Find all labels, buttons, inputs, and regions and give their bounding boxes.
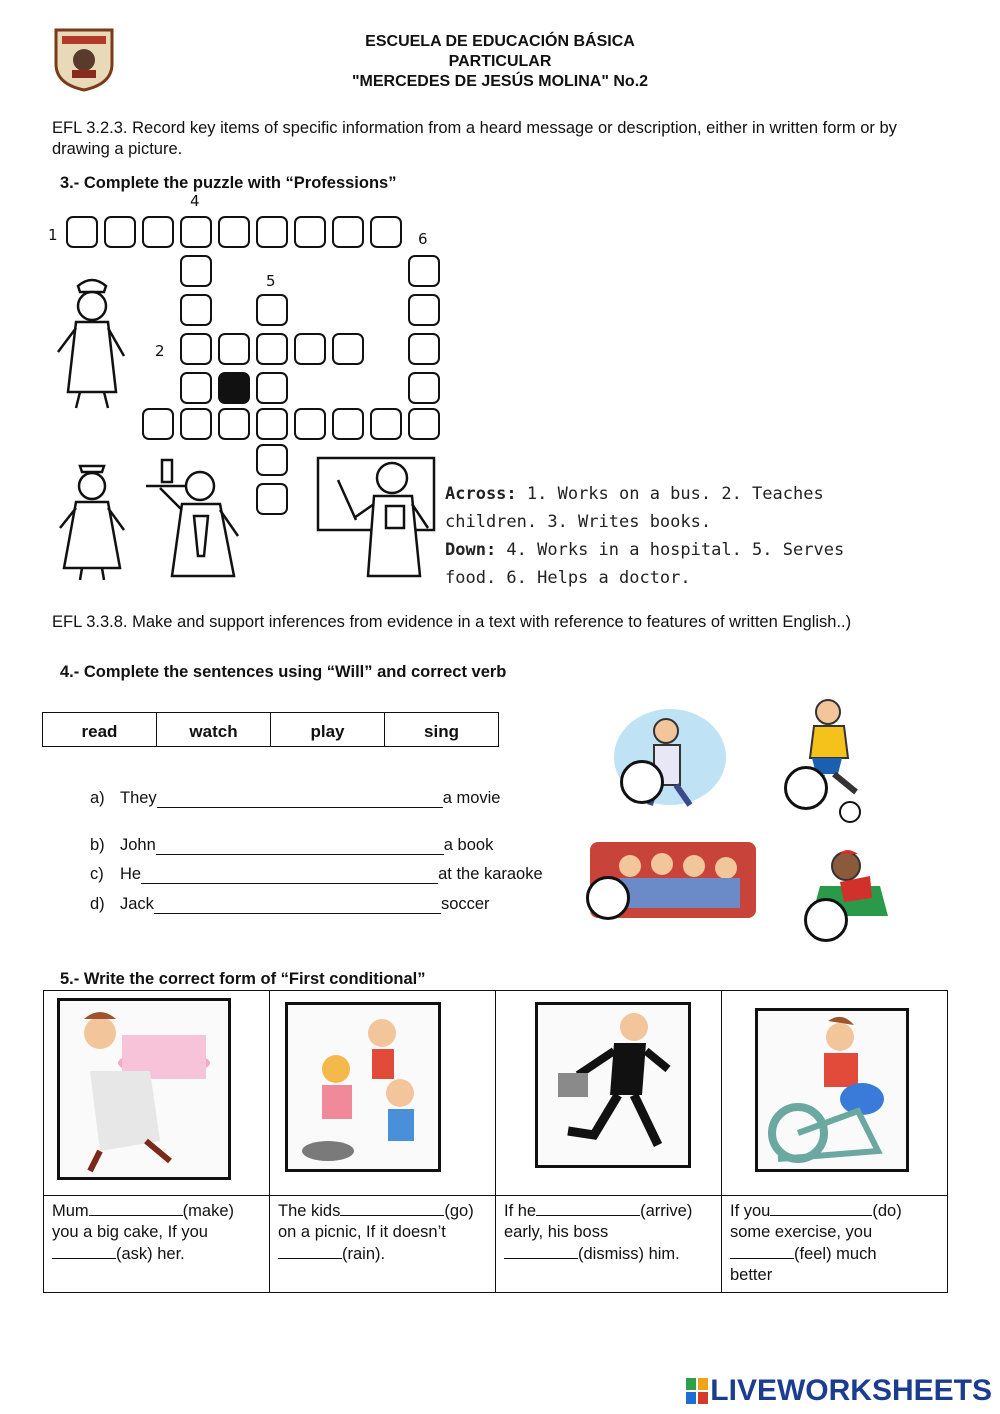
crossword-cell[interactable] (332, 216, 364, 248)
crossword-cell[interactable] (66, 216, 98, 248)
conditional-blank-1b[interactable] (52, 1243, 116, 1259)
crossword-cell[interactable] (256, 408, 288, 440)
verb-play: play (271, 713, 385, 747)
answer-circle-reading[interactable] (804, 898, 848, 942)
crossword-cell[interactable] (408, 294, 440, 326)
crossword-cell[interactable] (256, 372, 288, 404)
mum-cake-picture (57, 998, 231, 1180)
answer-circle-movie[interactable] (586, 876, 630, 920)
crossword-cell[interactable] (332, 333, 364, 365)
conditional-blank-2b[interactable] (278, 1243, 342, 1259)
down-label: Down: (445, 540, 497, 560)
crossword-cell[interactable] (294, 333, 326, 365)
crossword-cell[interactable] (294, 408, 326, 440)
across-clues: 1. Works on a bus. 2. Teaches children. 3. Writes books. (445, 484, 824, 532)
conditional-blank-4a[interactable] (770, 1200, 872, 1216)
exercise-cell-1: Mum (make) you a big cake, If you (ask) her. (44, 1196, 270, 1293)
crossword-cell[interactable] (408, 372, 440, 404)
sentence-d: d) Jack soccer (90, 895, 490, 913)
crossword-cell[interactable] (256, 444, 288, 476)
verb-read: read (43, 713, 157, 747)
clue-number-5: 5 (266, 272, 276, 290)
answer-blank-b[interactable] (156, 838, 444, 855)
crossword-cell[interactable] (180, 216, 212, 248)
verb-watch: watch (157, 713, 271, 747)
conditional-blank-4b[interactable] (730, 1243, 794, 1259)
running-businessman-picture (535, 1002, 691, 1168)
crossword-cell[interactable] (180, 255, 212, 287)
kids-picnic-picture (285, 1002, 441, 1172)
section-4-title: 4.- Complete the sentences using “Will” and correct verb (60, 663, 507, 681)
school-name-line3: "MERCEDES DE JESÚS MOLINA" No.2 (351, 73, 649, 90)
objective-2: EFL 3.3.8. Make and support inferences from evidence in a text with reference to features of written English..) (52, 613, 852, 631)
across-label: Across: (445, 484, 517, 504)
objective-1: EFL 3.2.3. Record key items of specific information from a heard message or description, either in written form or by drawing a picture. (52, 119, 897, 158)
crossword-cell[interactable] (104, 216, 136, 248)
exercise-cell-3: If he (arrive) early, his boss (dismiss) him. (496, 1196, 722, 1293)
answer-circle-soccer[interactable] (784, 766, 828, 810)
sentence-c: c) He at the karaoke (90, 865, 543, 883)
answer-circle-singer[interactable] (620, 760, 664, 804)
crossword-cell[interactable] (332, 408, 364, 440)
crossword-cell[interactable] (256, 333, 288, 365)
clue-number-6: 6 (418, 230, 428, 248)
conditional-blank-2a[interactable] (340, 1200, 444, 1216)
crossword-cell[interactable] (142, 408, 174, 440)
crossword-cell[interactable] (180, 408, 212, 440)
sentence-a: a) They a movie (90, 789, 501, 807)
answer-blank-d[interactable] (154, 897, 441, 914)
crossword-cell[interactable] (142, 216, 174, 248)
answer-blank-a[interactable] (157, 791, 443, 808)
exercise-cell-2: The kids (go) on a picnic, If it doesn’t (rain). (270, 1196, 496, 1293)
section-5-title: 5.- Write the correct form of “First conditional” (60, 970, 426, 988)
picture-cell-2 (270, 991, 496, 1196)
down-clues: 4. Works in a hospital. 5. Serves food. 6. Helps a doctor. (445, 540, 845, 588)
crossword-cell[interactable] (370, 408, 402, 440)
crossword-cell[interactable] (408, 408, 440, 440)
clue-number-4: 4 (190, 192, 200, 210)
picture-cell-1 (44, 991, 270, 1196)
answer-blank-c[interactable] (141, 867, 438, 884)
verb-box (42, 712, 499, 747)
first-conditional-table (43, 990, 948, 1293)
teacher-illustration (316, 456, 440, 586)
clue-number-2: 2 (155, 342, 165, 360)
conditional-blank-1a[interactable] (89, 1200, 183, 1216)
sentence-b: b) John a book (90, 836, 494, 854)
doctor-illustration (50, 458, 134, 582)
crossword-cell[interactable] (256, 483, 288, 515)
conditional-blank-3a[interactable] (536, 1200, 640, 1216)
picture-cell-3 (496, 991, 722, 1196)
crossword-cell[interactable] (408, 333, 440, 365)
verb-sing: sing (385, 713, 499, 747)
school-name-line1: ESCUELA DE EDUCACIÓN BÁSICA (365, 33, 635, 50)
crossword-cell[interactable] (180, 372, 212, 404)
crossword-cell[interactable] (256, 294, 288, 326)
crossword-cell[interactable] (218, 216, 250, 248)
crossword-black-cell (218, 372, 250, 404)
nurse-illustration (50, 272, 134, 412)
exercise-bike-picture (755, 1008, 909, 1172)
crossword-cell[interactable] (256, 216, 288, 248)
crossword-clues (445, 480, 895, 592)
liveworksheets-logo (686, 1374, 992, 1408)
exercise-cell-4: If you (do) some exercise, you (feel) much better (722, 1196, 948, 1293)
liveworksheets-icon (686, 1378, 708, 1404)
waiter-illustration (138, 456, 248, 584)
conditional-blank-3b[interactable] (504, 1243, 578, 1259)
crossword-cell[interactable] (370, 216, 402, 248)
crossword-cell[interactable] (180, 333, 212, 365)
crossword-cell[interactable] (408, 255, 440, 287)
crossword-cell[interactable] (180, 294, 212, 326)
liveworksheets-brand: LIVEWORKSHEETS (710, 1374, 992, 1407)
crossword-cell[interactable] (218, 408, 250, 440)
picture-cell-4 (722, 991, 948, 1196)
school-name-line2: PARTICULAR (448, 53, 552, 70)
clue-number-1: 1 (48, 226, 58, 244)
crossword-cell[interactable] (294, 216, 326, 248)
section-3-title: 3.- Complete the puzzle with “Professions” (60, 174, 397, 192)
crossword-cell[interactable] (218, 333, 250, 365)
